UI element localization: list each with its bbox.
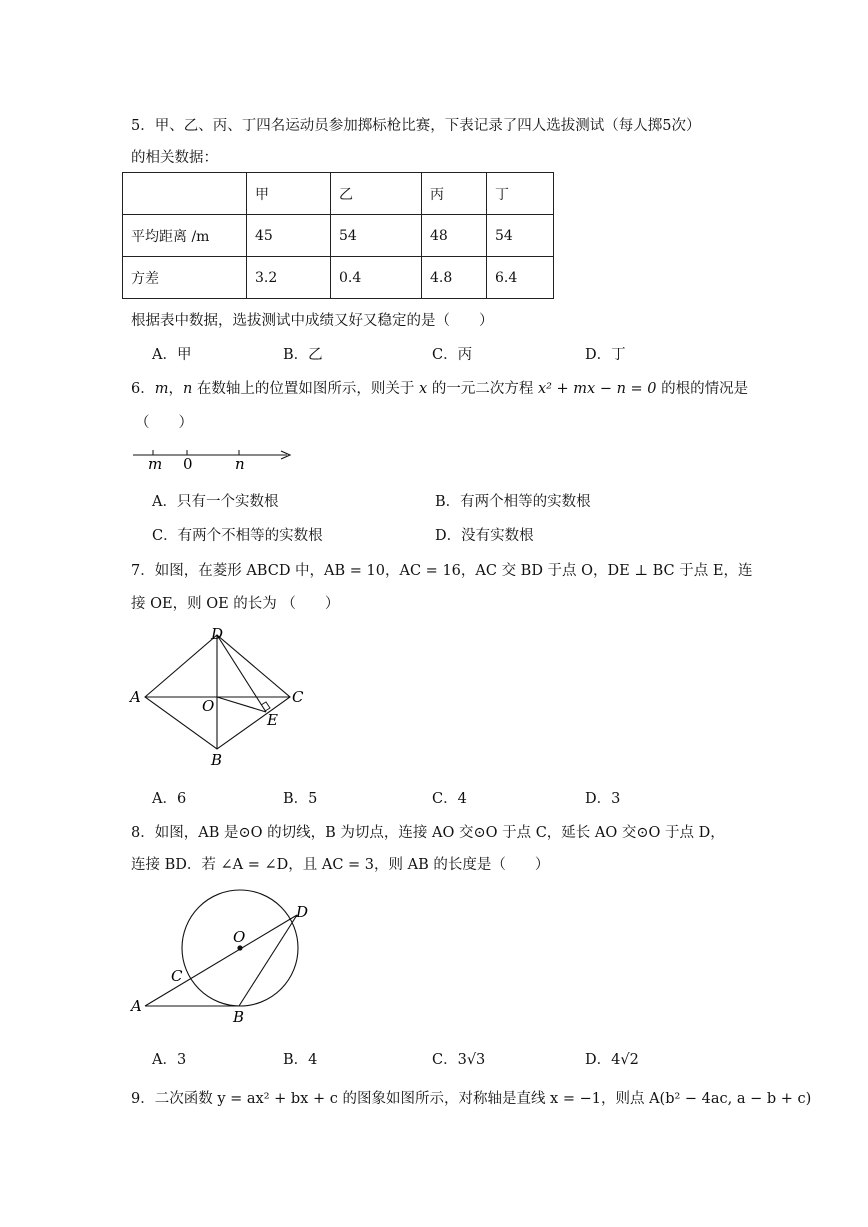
q8-option-c: C．3√3 <box>432 1052 486 1068</box>
table-cell: 平均距离 /m <box>123 215 247 257</box>
q8-stem-line2: 连接 BD．若 ∠A = ∠D，且 AC = 3，则 AB 的长度是（ ） <box>131 857 550 873</box>
q5-stem-line2: 的相关数据： <box>131 150 218 166</box>
segment-ad <box>145 915 297 1006</box>
q7-stem-line1: 7．如图，在菱形 ABCD 中，AB = 10，AC = 16，AC 交 BD 于点 O，DE ⊥ BC 于点 E，连 <box>131 563 753 579</box>
q5-option-a: A．甲 <box>152 347 192 363</box>
table-row <box>123 215 554 257</box>
axis-label-zero: 0 <box>183 455 193 473</box>
center-point-o <box>237 945 242 950</box>
label-b: B <box>211 751 223 769</box>
q6-number: 6． <box>131 381 155 397</box>
q7-option-b: B．5 <box>283 791 318 807</box>
label-c: C <box>292 688 304 706</box>
label-d: D <box>296 903 309 921</box>
segment-de <box>217 635 266 712</box>
q5-option-c: C．丙 <box>432 347 473 363</box>
label-b: B <box>233 1008 245 1026</box>
q6-var-m: m <box>154 381 169 397</box>
table-header-bing: 丙 <box>422 173 487 215</box>
label-o: O <box>233 928 246 946</box>
q5-question: 根据表中数据，选拔测试中成绩又好又稳定的是（ ） <box>131 313 494 329</box>
table-row <box>123 257 554 299</box>
label-a: A <box>131 997 142 1015</box>
q8-option-d: D．4√2 <box>585 1052 639 1068</box>
q7-stem-line2: 接 OE，则 OE 的长为 （ ） <box>131 596 340 612</box>
table-cell: 48 <box>422 215 487 257</box>
segment-oe <box>217 697 266 712</box>
table-cell <box>123 173 247 215</box>
axis-label-m: m <box>148 455 163 473</box>
label-d: D <box>211 625 224 643</box>
table-cell: 3.2 <box>247 257 331 299</box>
table-header-row <box>123 173 554 215</box>
segment-bd <box>239 915 297 1006</box>
q5-option-b: B．乙 <box>283 347 323 363</box>
table-cell: 4.8 <box>422 257 487 299</box>
q6-option-d: D．没有实数根 <box>435 528 534 544</box>
q8-option-a: A．3 <box>152 1052 187 1068</box>
table-header-ding: 丁 <box>487 173 554 215</box>
label-e: E <box>267 711 278 729</box>
q6-sep: ， <box>168 381 183 397</box>
q6-text2: 的一元二次方程 <box>427 381 538 397</box>
q8-option-b: B．4 <box>283 1052 318 1068</box>
q6-var-x: x <box>419 381 428 397</box>
axis-label-n: n <box>235 455 245 473</box>
q5-stem-line1: 5．甲、乙、丙、丁四名运动员参加掷标枪比赛，下表记录了四人选拔测试（每人掷5次） <box>131 118 701 134</box>
q6-option-c: C．有两个不相等的实数根 <box>152 528 323 544</box>
table-cell: 45 <box>247 215 331 257</box>
q8-stem-line1: 8．如图，AB 是⊙O 的切线，B 为切点，连接 AO 交⊙O 于点 C，延长 AO 交⊙O 于点 D， <box>131 825 725 841</box>
q7-option-a: A．6 <box>152 791 187 807</box>
rhombus-figure <box>125 625 325 770</box>
q6-text3: 的根的情况是 <box>656 381 749 397</box>
table-header-yi: 乙 <box>331 173 422 215</box>
data-table <box>122 172 554 299</box>
q5-option-d: D．丁 <box>585 347 626 363</box>
table-cell: 54 <box>487 215 554 257</box>
table-cell: 0.4 <box>331 257 422 299</box>
label-c: C <box>171 967 183 985</box>
q7-option-c: C．4 <box>432 791 467 807</box>
q7-option-d: D．3 <box>585 791 621 807</box>
number-line-figure <box>130 445 300 475</box>
table-cell: 54 <box>331 215 422 257</box>
table-cell: 方差 <box>123 257 247 299</box>
q6-var-n: n <box>182 381 193 397</box>
table-header-jia: 甲 <box>247 173 331 215</box>
label-o: O <box>202 697 215 715</box>
q6-option-b: B．有两个相等的实数根 <box>435 494 591 510</box>
q9-stem-line1: 9．二次函数 y = ax² + bx + c 的图象如图所示，对称轴是直线 x = −1，则点 A(b² − 4ac, a − b + c) <box>131 1091 812 1107</box>
q6-option-a: A．只有一个实数根 <box>152 494 279 510</box>
table-cell: 6.4 <box>487 257 554 299</box>
q6-stem-line1 <box>131 377 748 398</box>
q6-text1: 在数轴上的位置如图所示，则关于 <box>192 381 420 397</box>
q6-equation: x² + mx − n = 0 <box>537 381 657 397</box>
label-a: A <box>130 688 141 706</box>
circle-figure <box>125 895 325 1035</box>
q6-paren: （ ） <box>135 415 193 431</box>
